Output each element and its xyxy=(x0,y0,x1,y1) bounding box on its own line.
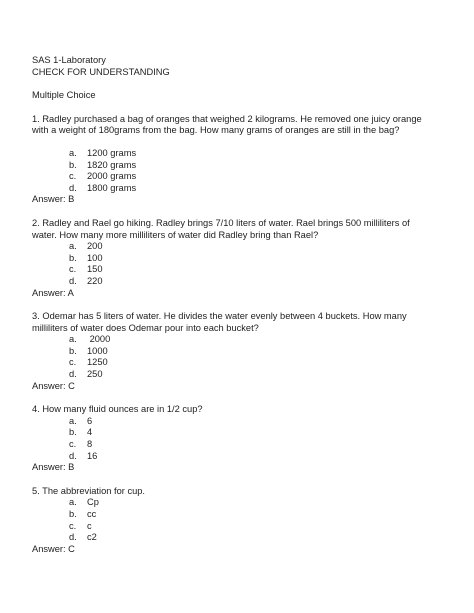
question-text xyxy=(32,404,444,416)
option-letter: a. xyxy=(69,415,77,426)
option-value: c2 xyxy=(87,532,97,543)
question-text xyxy=(32,311,444,334)
answer-text: Answer: C xyxy=(32,380,75,391)
option-a xyxy=(32,497,444,509)
question-text xyxy=(32,114,444,137)
option-letter: d. xyxy=(69,182,77,193)
option-letter: b. xyxy=(69,345,77,356)
option-value: 1800 grams xyxy=(87,182,137,193)
option-value: 100 xyxy=(87,252,103,263)
option-letter: a. xyxy=(69,241,77,252)
question-1 xyxy=(32,114,444,206)
option-d xyxy=(32,276,444,288)
answer-text: Answer: A xyxy=(32,287,74,298)
option-d xyxy=(32,183,444,195)
question-line: 5. The abbreviation for cup. xyxy=(32,485,146,496)
option-letter: c. xyxy=(69,171,77,182)
document-body xyxy=(32,55,444,567)
option-value: 16 xyxy=(87,450,98,461)
document-header xyxy=(32,55,444,78)
option-list xyxy=(32,241,444,287)
option-value: 8 xyxy=(87,439,93,450)
option-b xyxy=(32,253,444,265)
option-value: 2000 xyxy=(87,334,111,345)
option-c xyxy=(32,521,444,533)
question-text xyxy=(32,218,444,241)
option-list xyxy=(32,148,444,194)
option-d xyxy=(32,451,444,463)
option-value: 1250 xyxy=(87,357,108,368)
question-line: with a weight of 180grams from the bag. How many grams of oranges are still in the bag? xyxy=(32,125,400,136)
option-c xyxy=(32,264,444,276)
option-letter: b. xyxy=(69,159,77,170)
option-letter: b. xyxy=(69,252,77,263)
option-letter: b. xyxy=(69,509,77,519)
option-b xyxy=(32,346,444,358)
option-b xyxy=(32,509,444,521)
option-d xyxy=(32,532,444,544)
section-label: Multiple Choice xyxy=(32,90,96,101)
answer-text: Answer: B xyxy=(32,194,75,205)
option-c xyxy=(32,171,444,183)
question-3 xyxy=(32,311,444,392)
option-letter: d. xyxy=(69,275,77,286)
option-b xyxy=(32,427,444,439)
option-a xyxy=(32,148,444,160)
option-a xyxy=(32,241,444,253)
option-value: 200 xyxy=(87,241,103,252)
option-b xyxy=(32,160,444,172)
document-title: SAS 1-Laboratory xyxy=(32,55,106,65)
option-letter: a. xyxy=(69,147,77,158)
option-letter: a. xyxy=(69,334,77,345)
option-letter: c. xyxy=(69,439,77,450)
document-subtitle: CHECK FOR UNDERSTANDING xyxy=(32,66,170,77)
option-value: c xyxy=(87,520,92,531)
answer-text: Answer: C xyxy=(32,543,75,554)
question-5 xyxy=(32,486,444,556)
option-letter: c. xyxy=(69,264,77,275)
option-letter: c. xyxy=(69,357,77,368)
option-value: 1000 xyxy=(87,345,108,356)
option-value: 250 xyxy=(87,369,103,380)
option-value: Cp xyxy=(87,497,99,508)
question-2 xyxy=(32,218,444,299)
question-line: 2. Radley and Rael go hiking. Radley brings 7/10 liters of water. Rael brings 500 milliliters of xyxy=(32,217,410,228)
question-text xyxy=(32,486,444,498)
option-value: 150 xyxy=(87,264,103,275)
option-c xyxy=(32,357,444,369)
option-a xyxy=(32,416,444,428)
question-line: milliliters of water does Odemar pour into each bucket? xyxy=(32,322,259,333)
question-line: 4. How many fluid ounces are in 1/2 cup? xyxy=(32,404,203,415)
option-value: 220 xyxy=(87,275,103,286)
option-letter: b. xyxy=(69,427,77,438)
answer-text: Answer: B xyxy=(32,462,75,473)
option-value: 4 xyxy=(87,427,93,438)
option-value: 6 xyxy=(87,415,93,426)
option-value: 1200 grams xyxy=(87,147,137,158)
option-letter: d. xyxy=(69,450,77,461)
option-letter: d. xyxy=(69,369,77,380)
option-a xyxy=(32,334,444,346)
option-value: 1820 grams xyxy=(87,159,137,170)
question-line: 1. Radley purchased a bag of oranges that weighed 2 kilograms. He removed one juicy orange xyxy=(32,113,422,124)
option-list xyxy=(32,497,444,543)
option-letter: a. xyxy=(69,497,77,508)
question-line: water. How many more milliliters of water did Radley bring than Rael? xyxy=(32,229,319,240)
question-line: 3. Odemar has 5 liters of water. He divides the water evenly between 4 buckets. How many xyxy=(32,311,407,322)
option-c xyxy=(32,439,444,451)
option-letter: d. xyxy=(69,532,77,543)
option-d xyxy=(32,369,444,381)
option-letter: c. xyxy=(69,520,77,531)
option-list xyxy=(32,334,444,380)
option-value: cc xyxy=(87,509,97,519)
question-4 xyxy=(32,404,444,474)
option-value: 2000 grams xyxy=(87,171,137,182)
option-list xyxy=(32,416,444,462)
